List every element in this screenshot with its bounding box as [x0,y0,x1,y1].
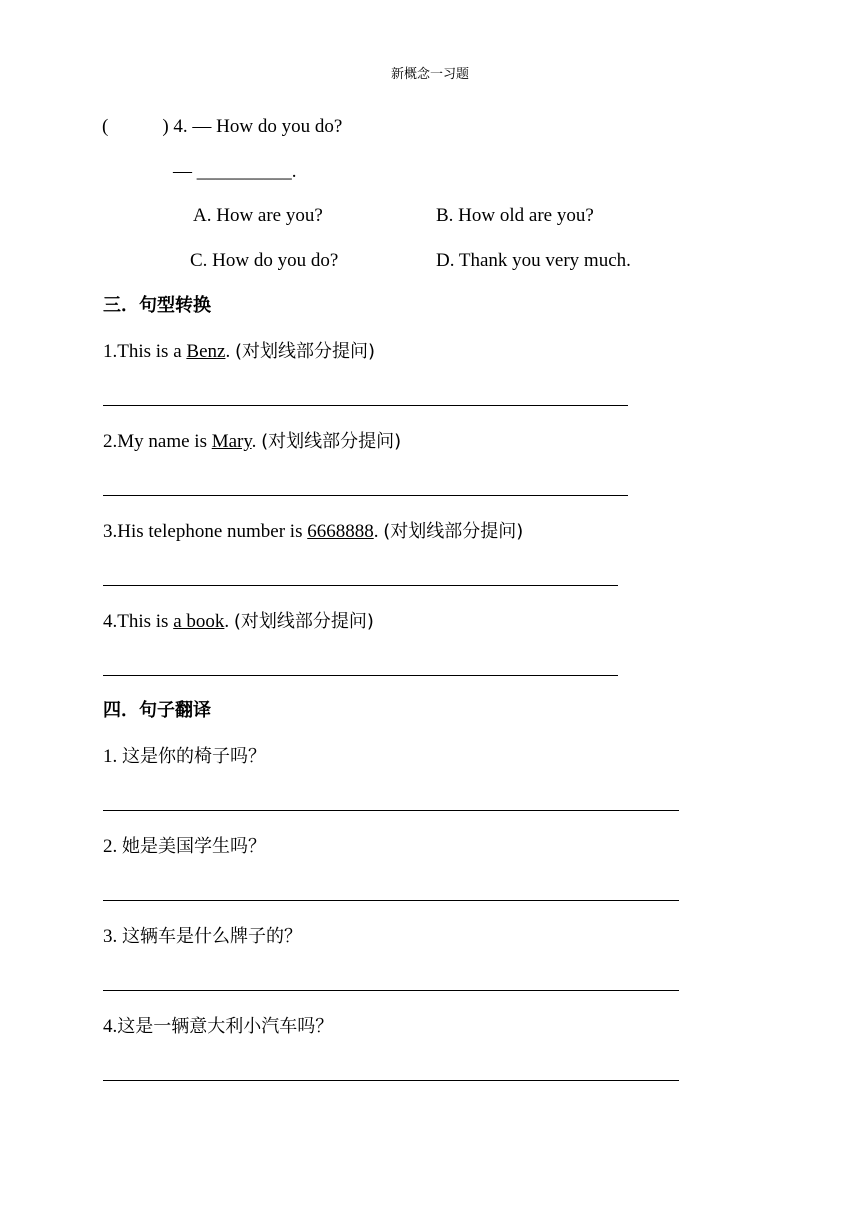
section-4-title: 四．句子翻译 [103,700,211,721]
item-number: 4. [103,1016,118,1037]
item-text: 这是你的椅子吗？ [122,746,266,767]
answer-line[interactable] [103,675,618,676]
answer-line[interactable] [103,900,679,901]
option-d: D. Thank you very much. [436,250,631,271]
answer-line[interactable] [103,495,628,496]
item-text: 1.This is a [103,341,187,362]
option-b: B. How old are you? [436,205,594,226]
option-c: C. How do you do? [190,250,339,271]
answer-paren-open: ( [102,116,109,137]
transform-item-1 [103,340,375,364]
answer-blank[interactable]: __________ [196,161,292,182]
mc-answer-line [173,160,297,184]
item-period: . [224,611,234,632]
underlined-word: Benz [186,341,226,362]
item-number: 1. [103,746,118,767]
answer-line[interactable] [103,405,628,406]
item-instruction: (对划线部分提问) [261,431,402,452]
transform-item-3 [103,520,523,544]
underlined-word: Mary [211,431,252,452]
translate-item-2 [103,835,266,859]
transform-item-2 [103,430,401,454]
item-text: 2.My name is [103,431,212,452]
question-text: — How do you do? [192,116,343,137]
answer-line[interactable] [103,810,679,811]
underlined-word: 6668888 [307,521,374,542]
option-a: A. How are you? [193,205,323,226]
item-text: 3.His telephone number is [103,521,308,542]
item-period: . [251,431,262,452]
translate-item-4 [103,1015,333,1039]
section-3-title: 三．句型转换 [103,295,211,316]
item-text: 这辆车是什么牌子的？ [122,926,302,947]
page-header: 新概念一习题 [390,66,469,81]
answer-line[interactable] [103,1080,679,1081]
item-text: 这是一辆意大利小汽车吗？ [117,1016,334,1037]
item-text: 她是美国学生吗？ [122,836,266,857]
answer-period: . [291,161,297,182]
item-instruction: (对划线部分提问) [233,611,374,632]
item-number: 2. [103,836,118,857]
mc-question-4 [102,115,342,139]
answer-line[interactable] [103,990,679,991]
item-instruction: (对划线部分提问) [383,521,524,542]
answer-line[interactable] [103,585,618,586]
translate-item-3 [103,925,302,949]
underlined-word: a book [173,611,225,632]
answer-dash: — [173,161,192,182]
question-number: ) 4. [162,116,188,137]
translate-item-1 [103,745,266,769]
item-number: 3. [103,926,118,947]
item-text: 4.This is [103,611,174,632]
item-period: . [225,341,235,362]
transform-item-4 [103,610,374,634]
item-period: . [373,521,384,542]
item-instruction: (对划线部分提问) [234,341,375,362]
